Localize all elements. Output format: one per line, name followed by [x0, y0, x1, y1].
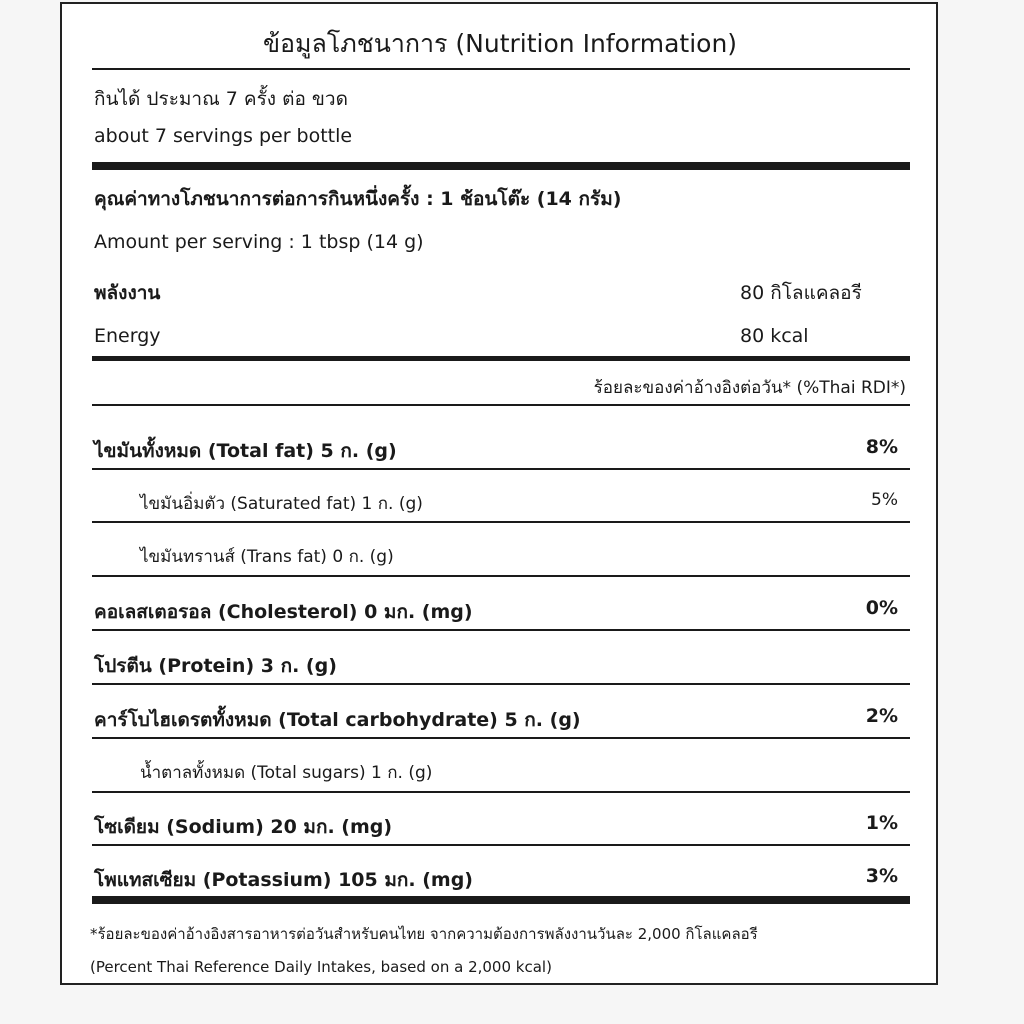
nutrient-label: โซเดียม (Sodium) 20 มก. (mg): [94, 816, 393, 838]
nutrient-pct: 2%: [865, 705, 898, 727]
divider-thick: [92, 162, 910, 170]
divider: [92, 683, 910, 685]
servings-thai: กินได้ ประมาณ 7 ครั้ง ต่อ ขวด: [94, 88, 348, 110]
nutrient-pct: 3%: [865, 865, 898, 887]
divider: [92, 404, 910, 406]
nutrient-pct: 0%: [865, 597, 898, 619]
nutrient-label: น้ำตาลทั้งหมด (Total sugars) 1 ก. (g): [140, 763, 433, 783]
divider-mid: [92, 356, 910, 361]
rdi-header: ร้อยละของค่าอ้างอิงต่อวัน* (%Thai RDI*): [593, 378, 906, 398]
nutrient-label: ไขมันทรานส์ (Trans fat) 0 ก. (g): [140, 547, 394, 567]
divider: [92, 468, 910, 470]
nutrient-label: คอเลสเตอรอล (Cholesterol) 0 มก. (mg): [94, 601, 473, 623]
nutrient-pct: 8%: [865, 436, 898, 458]
nutrient-label: โปรตีน (Protein) 3 ก. (g): [94, 655, 337, 677]
footnote-english: (Percent Thai Reference Daily Intakes, based on a 2,000 kcal): [90, 958, 552, 976]
nutrient-pct: 5%: [871, 490, 898, 510]
energy-label-english: Energy: [94, 325, 161, 347]
nutrient-label: คาร์โบไฮเดรตทั้งหมด (Total carbohydrate) 5 ก. (g): [94, 709, 581, 731]
nutrient-pct: 1%: [865, 812, 898, 834]
serving-size-thai: คุณค่าทางโภชนาการต่อการกินหนึ่งครั้ง : 1 ช้อนโต๊ะ (14 กรัม): [94, 188, 622, 210]
energy-label-thai: พลังงาน: [94, 282, 161, 304]
nutrient-label: ไขมันอิ่มตัว (Saturated fat) 1 ก. (g): [140, 494, 423, 514]
divider: [92, 844, 910, 846]
divider: [92, 521, 910, 523]
divider: [92, 737, 910, 739]
nutrition-label: [60, 2, 938, 985]
energy-value-english: 80 kcal: [740, 325, 809, 347]
footnote-thai: *ร้อยละของค่าอ้างอิงสารอาหารต่อวันสำหรับคนไทย จากความต้องการพลังงานวันละ 2,000 กิโลแคลอรี: [90, 925, 758, 943]
nutrient-label: โพแทสเซียม (Potassium) 105 มก. (mg): [94, 869, 473, 891]
divider: [92, 629, 910, 631]
nutrient-label: ไขมันทั้งหมด (Total fat) 5 ก. (g): [94, 440, 397, 462]
energy-value-thai: 80 กิโลแคลอรี: [740, 282, 862, 304]
label-title: ข้อมูลโภชนาการ (Nutrition Information): [262, 29, 738, 58]
divider: [92, 68, 910, 70]
divider: [92, 575, 910, 577]
divider: [92, 791, 910, 793]
servings-english: about 7 servings per bottle: [94, 125, 353, 147]
divider-thick: [92, 896, 910, 904]
serving-size-english: Amount per serving : 1 tbsp (14 g): [94, 231, 424, 253]
